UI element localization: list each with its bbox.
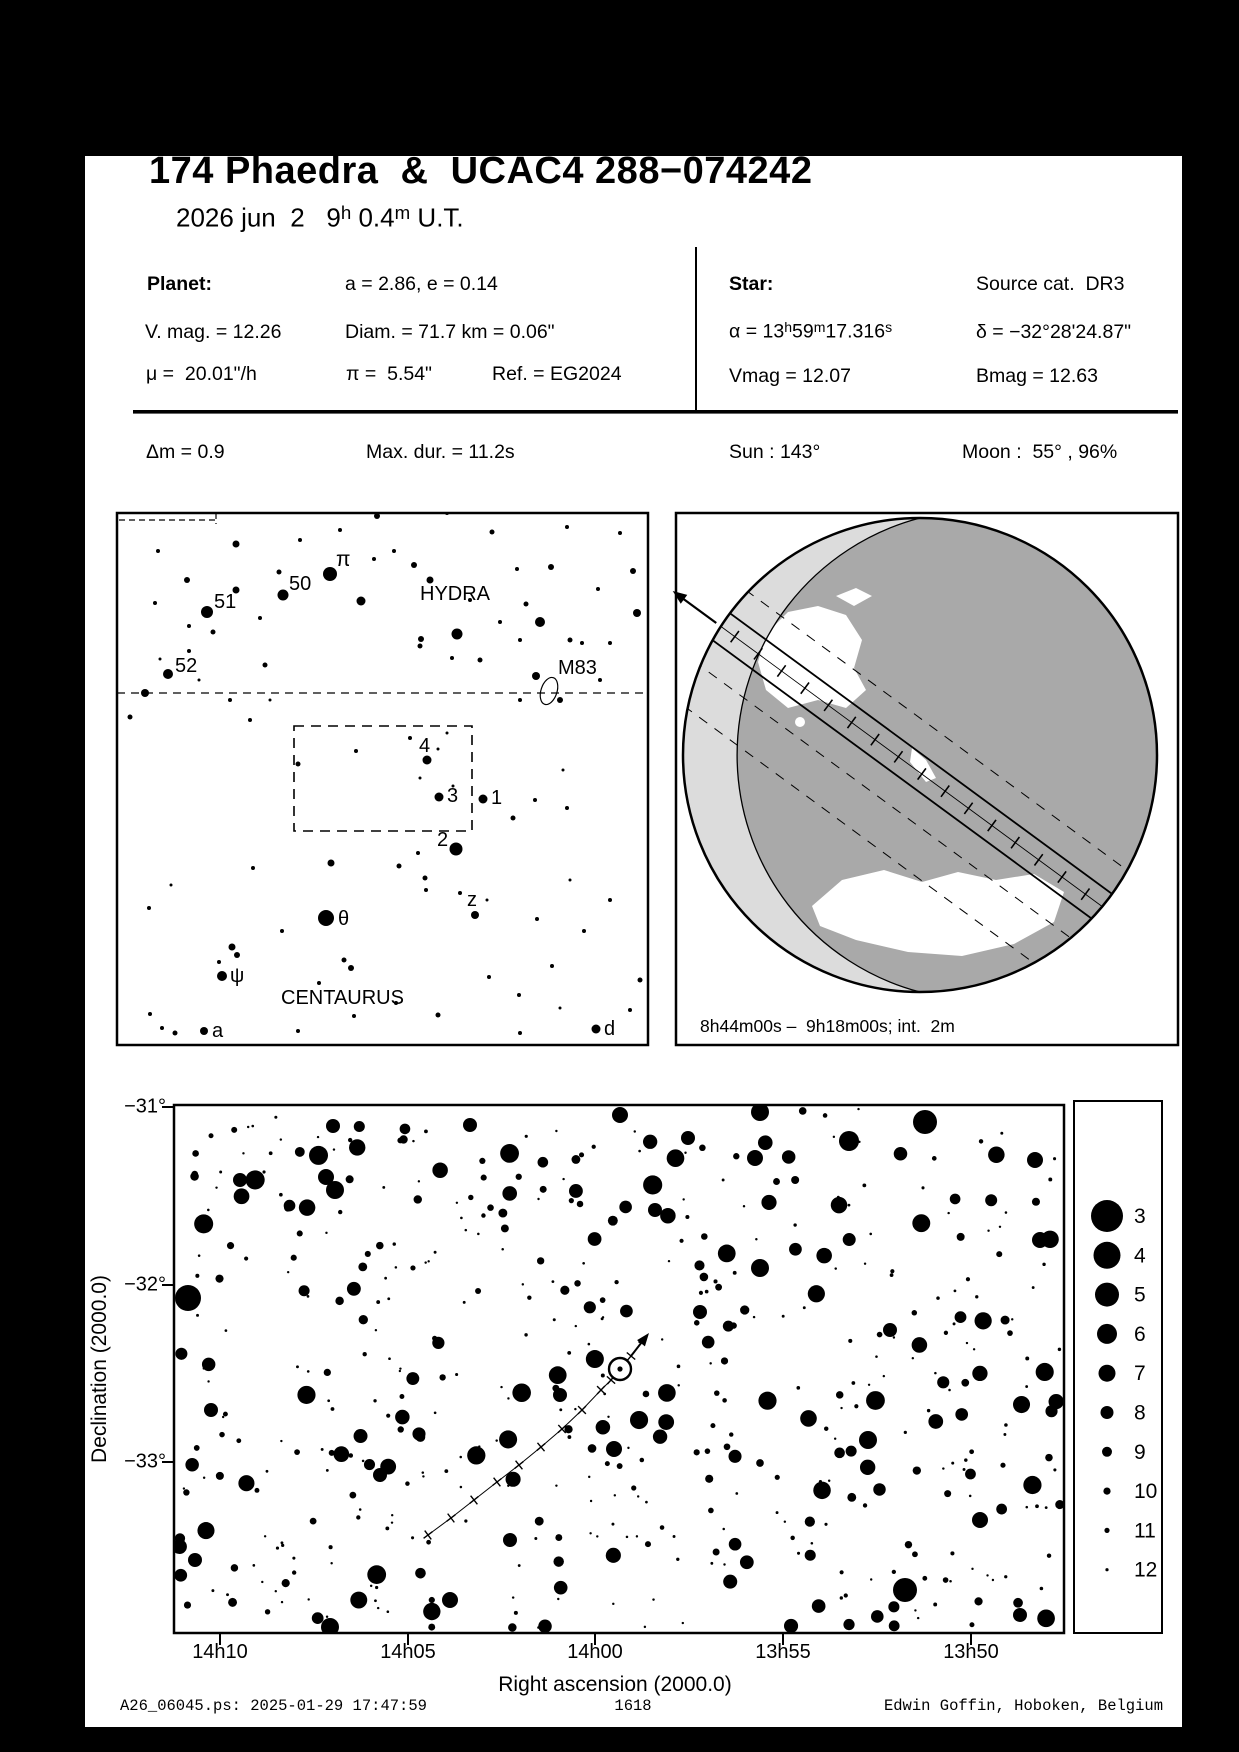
legend-label-mag-12: 12 <box>1134 1558 1158 1582</box>
planet-heading: Planet: <box>147 273 213 295</box>
legend-dot-mag-11 <box>1104 1528 1109 1533</box>
x-axis-label: Right ascension (2000.0) <box>498 1673 732 1696</box>
detail-chart <box>162 1103 1064 1645</box>
finder-content <box>117 511 648 1036</box>
finder-label-CENTAURUS: CENTAURUS <box>281 987 404 1009</box>
asteroid-path <box>424 1333 649 1539</box>
page-title: 174 Phaedra & UCAC4 288−074242 <box>149 150 813 192</box>
legend-dot-mag-3 <box>1091 1200 1123 1232</box>
finder-border <box>117 513 648 1045</box>
legend-dot-mag-8 <box>1101 1406 1114 1419</box>
legend-label-mag-5: 5 <box>1134 1283 1146 1307</box>
finder-label-50: 50 <box>289 573 312 595</box>
star-dec: δ = −32°28'24.87" <box>976 321 1132 343</box>
finder-chart <box>117 511 648 1045</box>
planet-orbit-elements: a = 2.86, e = 0.14 <box>345 273 498 295</box>
legend-label-mag-9: 9 <box>1134 1440 1146 1464</box>
finder-label-51: 51 <box>214 591 237 613</box>
x-tick-13h55: 13h55 <box>755 1641 811 1663</box>
finder-label-2: 2 <box>437 829 449 851</box>
globe-figure <box>607 513 1178 1045</box>
planet-parallax: π = 5.54" <box>346 363 432 385</box>
shadow-direction-arrow <box>673 591 717 623</box>
y-tick-m31: −31° <box>124 1095 166 1118</box>
legend-label-mag-4: 4 <box>1134 1244 1146 1268</box>
star-heading: Star: <box>729 273 774 295</box>
y-tick-m33: −33° <box>124 1450 166 1473</box>
finder-label-d: d <box>604 1018 616 1040</box>
legend-border <box>1074 1101 1162 1633</box>
x-tick-14h00: 14h00 <box>567 1641 623 1663</box>
max-duration: Max. dur. = 11.2s <box>366 441 515 463</box>
magnitude-drop: Δm = 0.9 <box>146 441 225 463</box>
footer-author: Edwin Goffin, Hoboken, Belgium <box>883 1697 1163 1715</box>
legend-label-mag-8: 8 <box>1134 1401 1146 1425</box>
legend-dot-mag-9 <box>1102 1447 1112 1457</box>
finder-label-M83: M83 <box>558 657 597 679</box>
finder-label-4: 4 <box>419 735 431 757</box>
star-bmag: Bmag = 12.63 <box>976 365 1098 387</box>
footer-filename-timestamp: A26_06045.ps: 2025-01-29 17:47:59 <box>120 1697 427 1715</box>
finder-label-3: 3 <box>447 785 459 807</box>
finder-label-1: 1 <box>491 787 503 809</box>
x-tick-14h10: 14h10 <box>192 1641 248 1663</box>
star-vmag: Vmag = 12.07 <box>729 365 851 387</box>
legend-dot-mag-12 <box>1105 1568 1108 1571</box>
finder-label-θ: θ <box>338 908 350 930</box>
sun-distance: Sun : 143° <box>729 441 821 463</box>
x-tick-13h50: 13h50 <box>943 1641 999 1663</box>
planet-vmag: V. mag. = 12.26 <box>145 321 282 343</box>
finder-label-z: z <box>467 889 477 911</box>
legend-label-mag-7: 7 <box>1134 1362 1146 1386</box>
detail-content <box>172 1103 1064 1636</box>
legend-dot-mag-7 <box>1099 1365 1116 1382</box>
finder-label-HYDRA: HYDRA <box>420 583 491 605</box>
x-tick-14h05: 14h05 <box>380 1641 436 1663</box>
planet-reference: Ref. = EG2024 <box>492 363 622 385</box>
legend-label-mag-3: 3 <box>1134 1205 1146 1228</box>
finder-labels <box>175 548 615 1042</box>
magnitude-legend <box>1074 1101 1162 1633</box>
moon-distance-illumination: Moon : 55° , 96% <box>962 441 1118 463</box>
event-datetime: 2026 jun 2 9$^h$ 0.4$^m$ U.T. <box>176 202 464 233</box>
finder-label-a: a <box>212 1020 224 1042</box>
motion-arrow <box>637 1333 649 1346</box>
finder-label-π: π <box>336 548 351 571</box>
m83-galaxy-symbol <box>537 675 561 707</box>
y-axis-label: Declination (2000.0) <box>87 1275 111 1463</box>
header-rules <box>133 247 1178 414</box>
star-ra: $\alpha = 13^h59^m17.316^s$ <box>729 319 893 343</box>
finder-label-52: 52 <box>175 655 198 677</box>
path-time-range-caption: 8h44m00s – 9h18m00s; int. 2m <box>700 1016 955 1036</box>
legend-label-mag-11: 11 <box>1134 1519 1156 1543</box>
legend-dot-mag-10 <box>1103 1488 1110 1495</box>
detail-field-outline <box>294 726 472 831</box>
legend-dot-mag-6 <box>1097 1324 1117 1344</box>
finder-label-ψ: ψ <box>230 965 245 987</box>
planet-motion: μ = 20.01"/h <box>146 363 257 385</box>
planet-diameter: Diam. = 71.7 km = 0.06" <box>345 321 555 343</box>
finder-star-field <box>128 511 643 1036</box>
y-tick-m32: −32° <box>124 1273 166 1296</box>
legend-dot-mag-4 <box>1094 1242 1121 1269</box>
legend-label-mag-10: 10 <box>1134 1480 1158 1504</box>
footer-sequence-number: 1618 <box>614 1697 652 1715</box>
star-source-catalog: Source cat. DR3 <box>976 273 1125 295</box>
legend-label-mag-6: 6 <box>1134 1322 1146 1346</box>
legend-dot-mag-5 <box>1095 1283 1119 1307</box>
